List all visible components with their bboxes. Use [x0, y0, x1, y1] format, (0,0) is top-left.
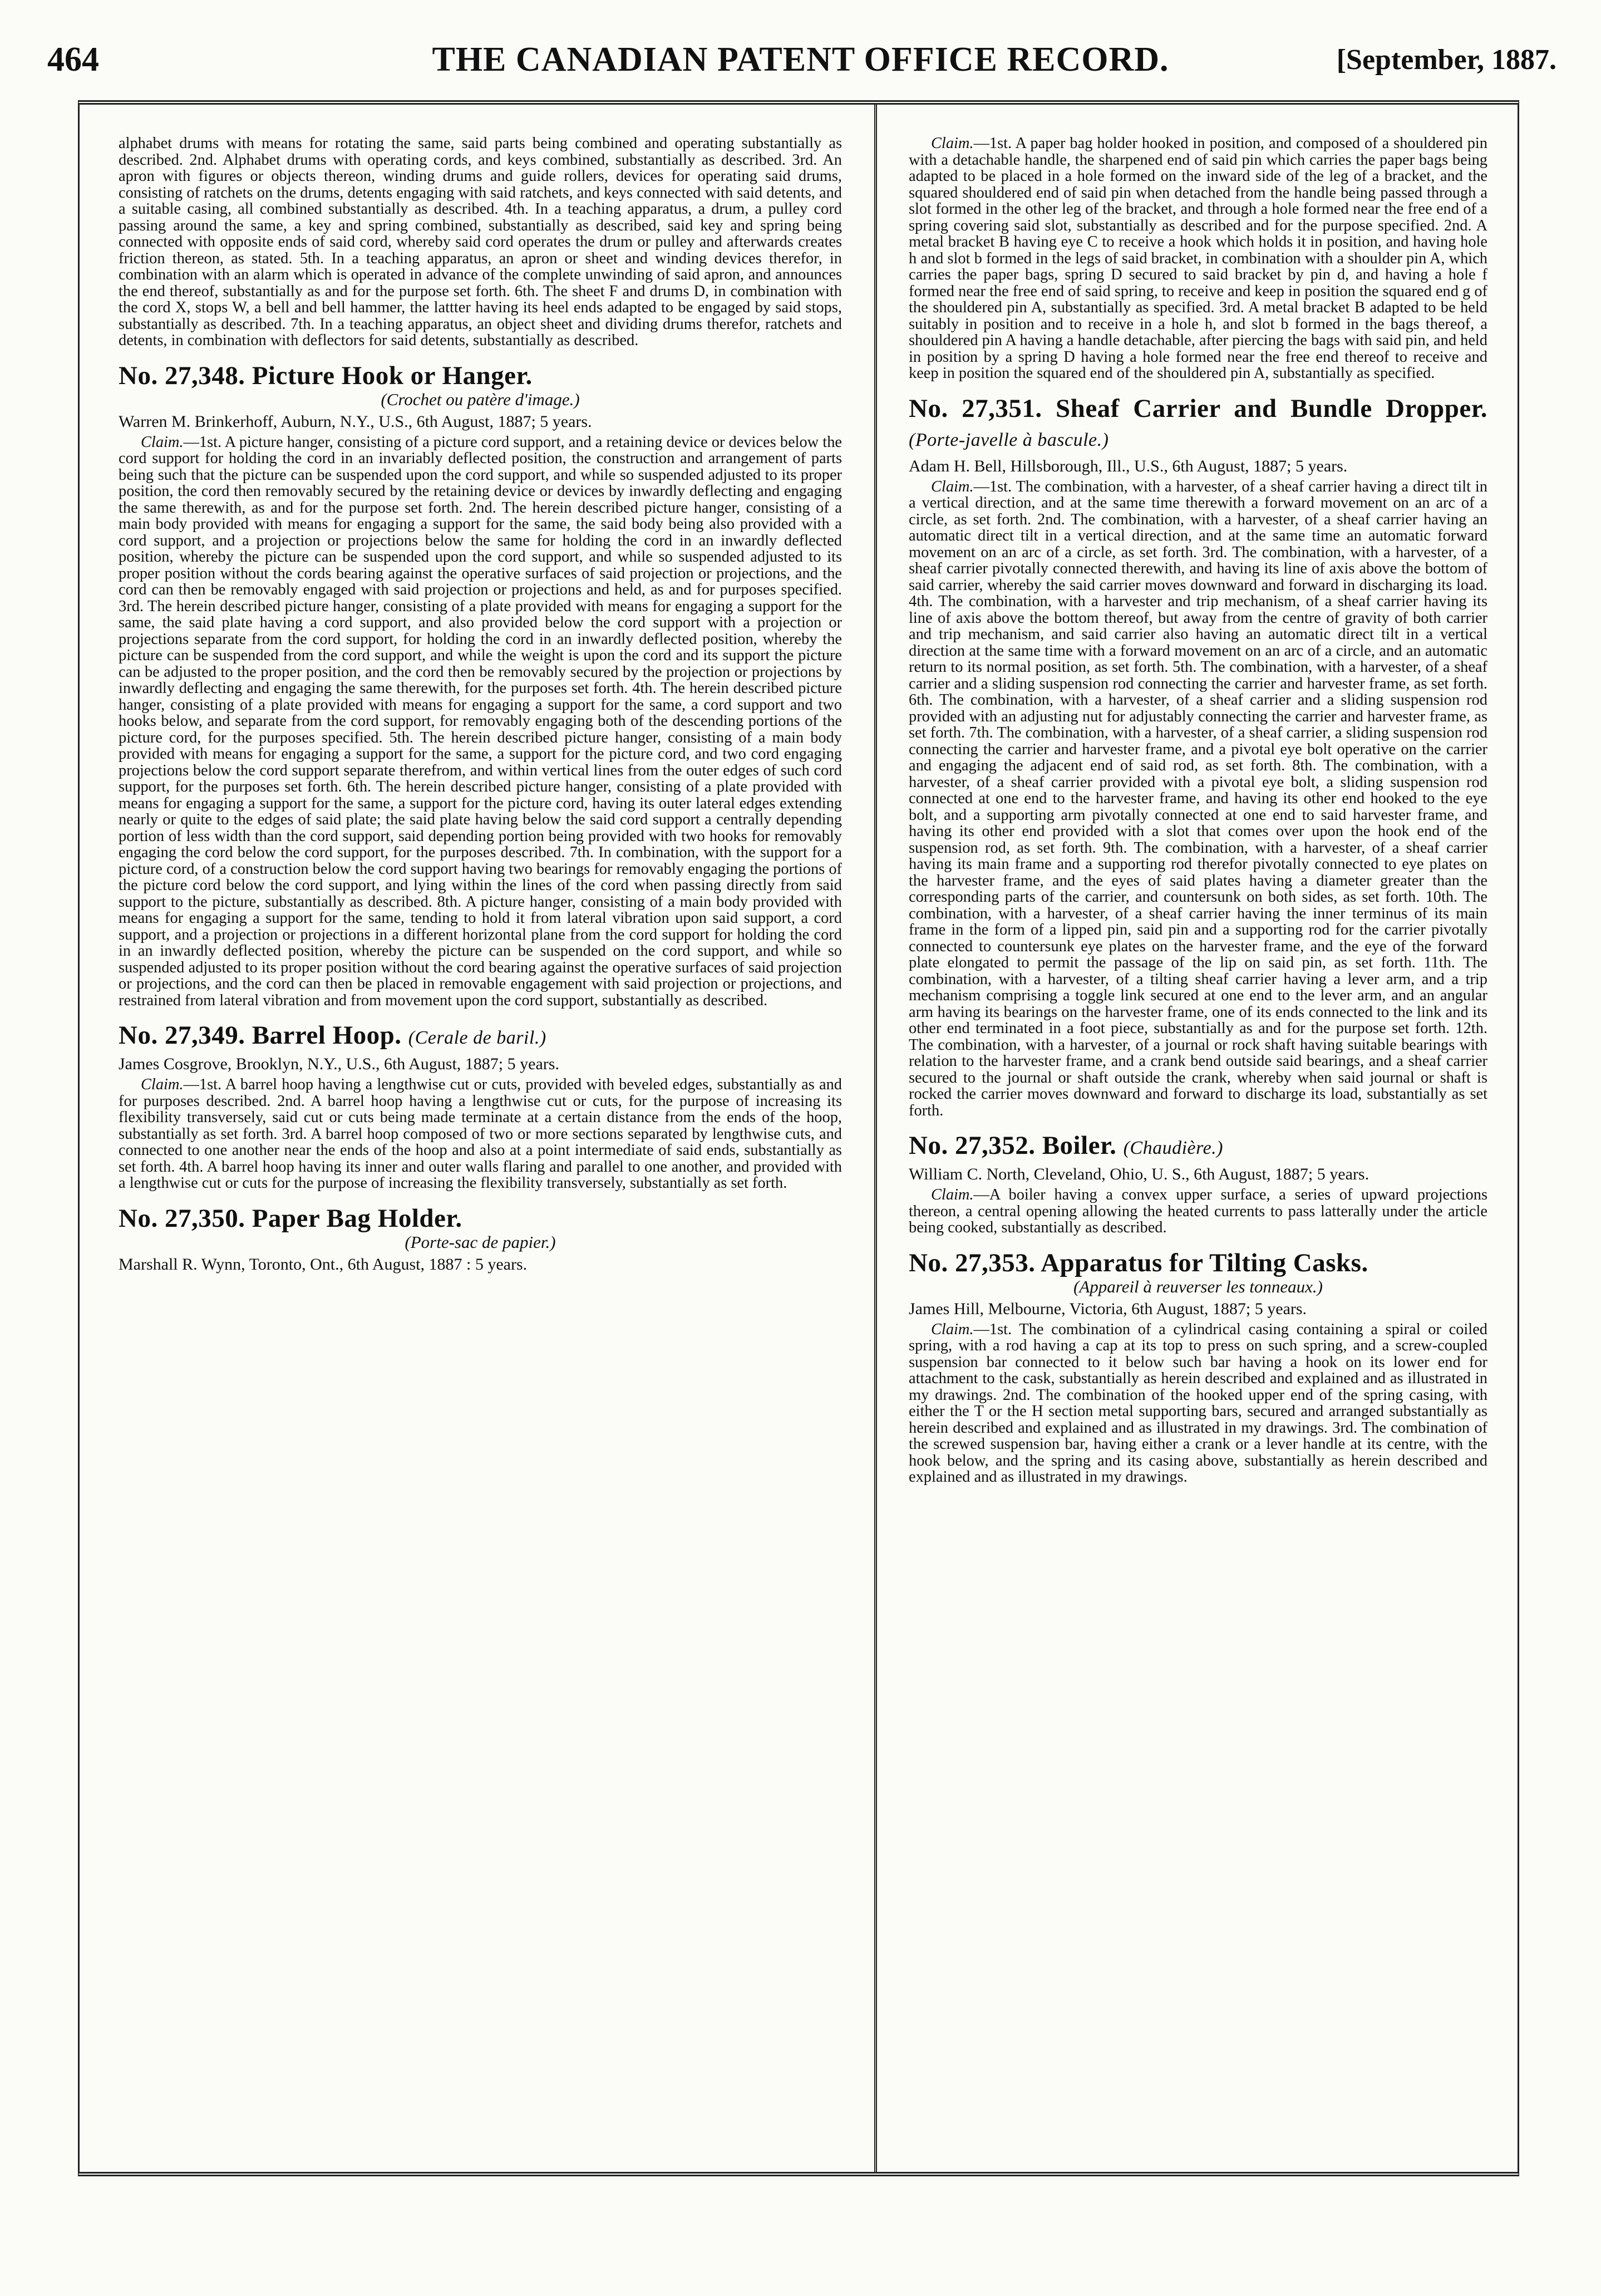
french-title: (Porte-javelle à bascule.): [909, 429, 1109, 450]
claims-paragraph: [909, 135, 1487, 382]
patent-title: No. 27,348. Picture Hook or Hanger.: [119, 361, 533, 390]
claim-label: Claim.: [931, 1186, 974, 1203]
french-title: (Crochet ou patère d'image.): [381, 389, 580, 409]
inventor-line: Adam H. Bell, Hillsborough, Ill., U.S., 6th August, 1887; 5 years.: [909, 456, 1348, 475]
claim-label: Claim.: [141, 433, 184, 451]
claim-text: —1st. A picture hanger, consisting of a picture cord support, and a retaining device or devices below the cord support for holding the cord in an invariably deflected position, the construction and arrangement of parts being such that the picture can be suspended upon the cord support, and while so suspended adjusted to its proper position, the cord then removably secured by the retaining device or devices by inwardly deflecting and engaging the same therewith, as and for the purpose set forth. 2nd. The herein described picture hanger, consisting of a main body provided with means for engaging a support for the same, the said body being also provided with a cord support, and a projection or projections below the same for holding the cord in an inwardly deflected position, whereby the picture can be suspended upon the cord support, and while so suspended adjusted to its proper position without the cords bearing against the operative surfaces of said projection or projections, and the cord can then be removably engaged with said projection or projections and held, as and for purposes specified. 3rd. The herein described picture hanger, consisting of a plate provided with means for engaging a support for the same, the said plate having a cord support, and also provided below the cord support with a projection or projections separate from the cord support, for holding the cord in an inwardly deflected position, whereby the picture can be suspended from the cord support, and while the weight is upon the cord and its support the picture can be adjusted to the proper position, and the cord then be removably secured by the projection or projections by inwardly deflecting and engaging the same therewith, for the purposes set forth. 4th. The herein described picture hanger, consisting of a plate provided with means for engaging a support for the same, a cord support and two hooks below, and separate from the cord support, for removably engaging both of the descending portions of the picture cord, for the purposes specified. 5th. The herein described picture hanger, consisting of a main body provided with means for engaging a support for the same, a support for the picture cord, and two cord engaging projections below the cord support separate therefrom, and within vertical lines from the outer edges of such cord support, for the purposes set forth. 6th. The herein described picture hanger, consisting of a plate provided with means for engaging a support for the same, a support for the picture cord, having its outer lateral edges extending nearly or quite to the edges of said plate; the said plate having below the said cord support a centrally depending portion of less width than the cord support, said depending portion being provided with two hooks for removably engaging the cord below the cord support, for the purposes described. 7th. In combination, with the support for a picture cord, of a construction below the cord support having two bearings for removably engaging the portions of the picture cord below the cord support, and lying within the lines of the cord when passing directly from said support to the picture, substantially as described. 8th. A picture hanger, consisting of a main body provided with means for engaging a support for the same, tending to hold it from lateral vibration upon said support, a cord support, and a projection or projections in a different horizontal plane from the cord support for holding the cord in an inwardly deflected position, whereby the picture can be suspended on the cord support, and while so suspended adjusted to its proper position without the cord bearing against the operative surfaces of said projection or projections, and the cord can then be placed in removable engagement with said projection or projections, and restrained from lateral vibration and from movement upon the cord support, substantially as described.: [119, 433, 842, 1009]
inventor-line: Warren M. Brinkerhoff, Auburn, N.Y., U.S., 6th August, 1887; 5 years.: [119, 412, 592, 431]
patent-title: No. 27,350. Paper Bag Holder.: [119, 1203, 462, 1233]
inventor-line: James Cosgrove, Brooklyn, N.Y., U.S., 6th August, 1887; 5 years.: [119, 1055, 559, 1073]
publication-title: THE CANADIAN PATENT OFFICE RECORD.: [432, 41, 1169, 78]
issue-date: [September, 1887.: [1336, 44, 1556, 76]
column-divider: [874, 105, 877, 2172]
claim-label: Claim.: [931, 478, 974, 495]
inventor-line: James Hill, Melbourne, Victoria, 6th August, 1887; 5 years.: [909, 1299, 1307, 1318]
claims-paragraph: [909, 479, 1487, 1119]
claims-paragraph: [909, 1187, 1487, 1236]
claim-label: Claim.: [931, 135, 974, 152]
right-column: [909, 135, 1487, 2161]
inventor-line: William C. North, Cleveland, Ohio, U. S., 6th August, 1887; 5 years.: [909, 1165, 1370, 1183]
claims-paragraph: [119, 434, 842, 1009]
patent-title: No. 27,352. Boiler. (Chaudière.): [909, 1131, 1223, 1160]
claim-label: Claim.: [931, 1320, 974, 1338]
claim-text: —1st. A barrel hoop having a lengthwise cut or cuts, provided with beveled edges, substantially as and for purposes described. 2nd. A barrel hoop having a lengthwise cut or cuts, for the purpose of increasing its flexibility transversely, said cut or cuts being made terminate at a certain distance from the ends of the hoop, substantially as set forth. 3rd. A barrel hoop composed of two or more sections separated by lengthwise cuts, and connected to one another near the ends of the hoop and also at a point intermediate of said ends, substantially as set forth. 4th. A barrel hoop having its inner and outer walls flaring and parallel to one another, and provided with a lengthwise cut or cuts for the purpose of increasing the flexibility transversely, substantially as set forth.: [119, 1076, 842, 1192]
french-title: (Cerale de baril.): [408, 1027, 546, 1048]
claim-text: —1st. The combination of a cylindrical casing containing a spiral or coiled spring, with a rod having a cap at its top to press on such spring, and a screw-coupled suspension bar connected to it below such bar having a hook on its lower end for attachment to the cask, substantially as herein described and explained and as illustrated in my drawings. 2nd. The combination of the hooked upper end of the spring casing, with either the T or the H section metal supporting bars, secured and arranged substantially as herein described and explained and as illustrated in my drawings. 3rd. The combination of the screwed suspension bar, having either a crank or a lever handle at its centre, with the hook below, and the spring and its casing above, substantially as herein described and explained and as illustrated in my drawings.: [909, 1320, 1487, 1486]
claims-paragraph: [909, 1321, 1487, 1486]
inventor-line: Marshall R. Wynn, Toronto, Ont., 6th August, 1887 : 5 years.: [119, 1255, 528, 1274]
page-number: 464: [47, 41, 99, 78]
claim-text: —1st. A paper bag holder hooked in position, and composed of a shouldered pin with a detachable handle, the sharpened end of said pin which carries the paper bags being adapted to be placed in a hole formed on the inward side of the leg of a bracket, and the squared shouldered end of said pin when detached from the handle being passed through a slot formed in the other leg of the bracket, and through a hole formed near the free end of a spring covering said slot, substantially as described and for the purpose specified. 2nd. A metal bracket B having eye C to receive a hook which holds it in position, and having hole h and slot b formed in the legs of said bracket, in combination with a shoulder pin A, which carries the paper bags, spring D secured to said bracket by pin d, and having a hole f formed near the free end of said spring, to receive and keep in position the squared end g of the shouldered pin A, substantially as specified. 3rd. A metal bracket B adapted to be held suitably in position and to receive in a hole h, and slot b formed in the bags thereof, a shouldered pin A having a handle detachable, after piercing the bags with said pin, and held in position by a spring D having a hole formed near the free end thereof to receive and keep in position the squared end of the shouldered pin A, substantially as specified.: [909, 135, 1487, 382]
claim-label: Claim.: [141, 1076, 184, 1093]
french-title: (Porte-sac de papier.): [405, 1232, 556, 1252]
french-title: (Chaudière.): [1123, 1138, 1223, 1158]
patent-title: No. 27,353. Apparatus for Tilting Casks.: [909, 1248, 1368, 1277]
continued-claims: alphabet drums with means for rotating the same, said parts being combined and operating substantially as described. 2nd. Alphabet drums with operating cords, and keys combined, substantially as described. 3rd. An apron with figures or objects thereon, winding drums and guide rollers, devices for operating said drums, consisting of ratchets on the drums, detents engaging with said ratchets, and keys connected with said detents, and a suitable casing, all combined substantially as described. 4th. In a teaching apparatus, a drum, a pulley cord passing around the same, a key and spring combined, substantially as described, said key and spring being connected with opposite ends of said cord, whereby said cord operates the drum or pulley and afterwards creates friction thereon, as stated. 5th. In a teaching apparatus, an apron or sheet and winding devices therefor, in combination with an alarm which is operated in advance of the complete unwinding of said apron, and announces the end thereof, substantially as and for the purpose set forth. 6th. The sheet F and drums D, in combination with the cord X, stops W, a bell and bell hammer, the lattter having its heel ends adapted to be engaged by said stops, substantially as described. 7th. In a teaching apparatus, an object sheet and dividing drums therefor, ratchets and detents, in combination with deflectors for said detents, substantially as described.: [119, 135, 842, 349]
claim-text: —A boiler having a convex upper surface, a series of upward projections thereon, a central opening allowing the heated currents to pass latterally under the article being cooked, substantially as described.: [909, 1186, 1487, 1236]
patent-title: No. 27,351. Sheaf Carrier and Bundle Dropper. (Porte-javelle à bascule.): [909, 394, 1487, 450]
content-frame: [78, 100, 1519, 2176]
page-header: [0, 33, 1601, 100]
claims-paragraph: [119, 1076, 842, 1192]
patent-title: No. 27,349. Barrel Hoop. (Cerale de baril.): [119, 1021, 546, 1050]
french-title: (Appareil à reuverser les tonneaux.): [1073, 1276, 1323, 1296]
claim-text: —1st. The combination, with a harvester, of a sheaf carrier having a direct tilt in a vertical direction, and at the same time therewith a forward movement on an arc of a circle, as set forth. 2nd. The combination, with a harvester, of a sheaf carrier having an automatic direct tilt in a vertical direction, and at the same time an automatic forward movement on an arc of a circle, as set forth. 3rd. The combination, with a harvester, of a sheaf carrier pivotally connected therewith, and having its line of axis above the bottom of said carrier, whereby the said carrier moves downward and forward in discharging its load. 4th. The combination, with a harvester and trip mechanism, of a sheaf carrier having its line of axis above the bottom thereof, but away from the centre of gravity of both carrier and trip mechanism, and said carrier also having an automatic direct tilt in a vertical direction at the same time with a forward movement on an arc of a circle, and an automatic return to its normal position, as set forth. 5th. The combination, with a harvester, of a sheaf carrier and a sliding suspension rod connecting the carrier and harvester frame, as set forth. 6th. The combination, with a harvester, of a sheaf carrier and a sliding suspension rod provided with an adjusting nut for adjustably connecting the carrier and harvester frame, as set forth. 7th. The combination, with a harvester, of a sheaf carrier, a sliding suspension rod connecting the carrier and harvester frame, and a pivotal eye bolt operative on the carrier and engaging the adjacent end of said rod, as set forth. 8th. The combination, with a harvester, of a sheaf carrier provided with a pivotal eye bolt, a sliding suspension rod connected at one end to the harvester frame, and having its other end hooked to the eye bolt, and a supporting arm pivotally connected at one end to said harvester frame, and having its other end provided with a slot that comes over upon the hook end of the suspension rod, as set forth. 9th. The combination, with a harvester, of a sheaf carrier having its main frame and a supporting rod therefor pivotally connected to eye plates on the harvester frame, and the eyes of said plates having a diameter greater than the corresponding parts of the carrier, and countersunk on both sides, as set forth. 10th. The combination, with a harvester, of a sheaf carrier having the inner terminus of its main frame in the form of a lipped pin, said pin and a supporting rod for the carrier pivotally connected to countersunk eye plates on the harvester frame, and the eye of the forward plate elongated to permit the passage of the lip on said pin, as set forth. 11th. The combination, with a harvester, of a tilting sheaf carrier having a lever arm, and a trip mechanism comprising a toggle link secured at one end to the lever arm, and an angular arm having its bearings on the harvester frame, one of its ends connected to the link and its other end terminated in a foot piece, substantially as and for the purpose set forth. 12th. The combination, with a harvester, of a journal or rock shaft having suitable bearings with relation to the harvester frame, and a crank bend outside said bearings, and a sheaf carrier secured to the journal or shaft outside the crank, whereby when said journal or shaft is rocked the carrier moves downward and forward to discharge its load, substantially as set forth.: [909, 478, 1487, 1119]
left-column: [119, 135, 842, 2161]
